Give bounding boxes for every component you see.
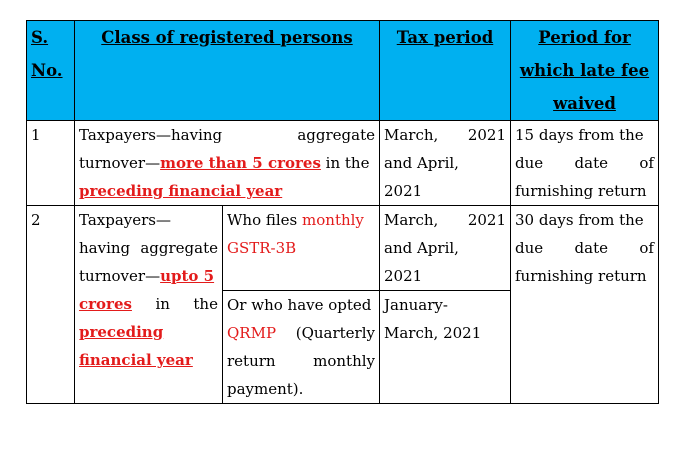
row2-monthly-highlight: monthly: [302, 211, 364, 229]
row2-period-waived: 30 days from the due date of furnishing return: [511, 206, 659, 404]
row2-tax-period-2: January- March, 2021: [380, 291, 511, 404]
row2-qrmp-highlight: QRMP: [227, 324, 277, 342]
late-fee-table: [26, 20, 659, 404]
row2-highlight-turnover: upto 5: [160, 267, 215, 285]
row2-sno: 2: [27, 206, 75, 404]
header-class: Class of registered persons: [75, 21, 380, 121]
late-fee-document: [26, 20, 659, 404]
row2-sub2: Or who have opted QRMP (Quarterly return monthly payment).: [223, 291, 380, 404]
header-row: [27, 21, 659, 121]
header-sno: S. No.: [27, 21, 75, 121]
row2-highlight-preceding: preceding: [79, 323, 164, 341]
row1-period-waived: 15 days from the due date of furnishing return: [511, 121, 659, 206]
table-row: [27, 121, 659, 206]
header-period-waived: Period for which late fee waived: [511, 21, 659, 121]
row1-class: Taxpayers—having aggregate turnover—more than 5 crores in the preceding financial year: [75, 121, 380, 206]
row1-tax-period: March, 2021 and April, 2021: [380, 121, 511, 206]
row1-sno: 1: [27, 121, 75, 206]
row2-sub1: Who files monthly GSTR-3B: [223, 206, 380, 291]
table-row: [27, 206, 659, 291]
row2-tax-period-1: March, 2021 and April, 2021: [380, 206, 511, 291]
row1-highlight-turnover: more than 5 crores: [160, 154, 321, 172]
header-tax-period: Tax period: [380, 21, 511, 121]
row1-highlight-year: preceding financial year: [79, 182, 283, 200]
row2-class: Taxpayers— having aggregate turnover—upto 5 crores in the preceding financial year: [75, 206, 223, 404]
row2-highlight-year: financial year: [79, 351, 193, 369]
row2-highlight-crores: crores: [79, 295, 132, 313]
